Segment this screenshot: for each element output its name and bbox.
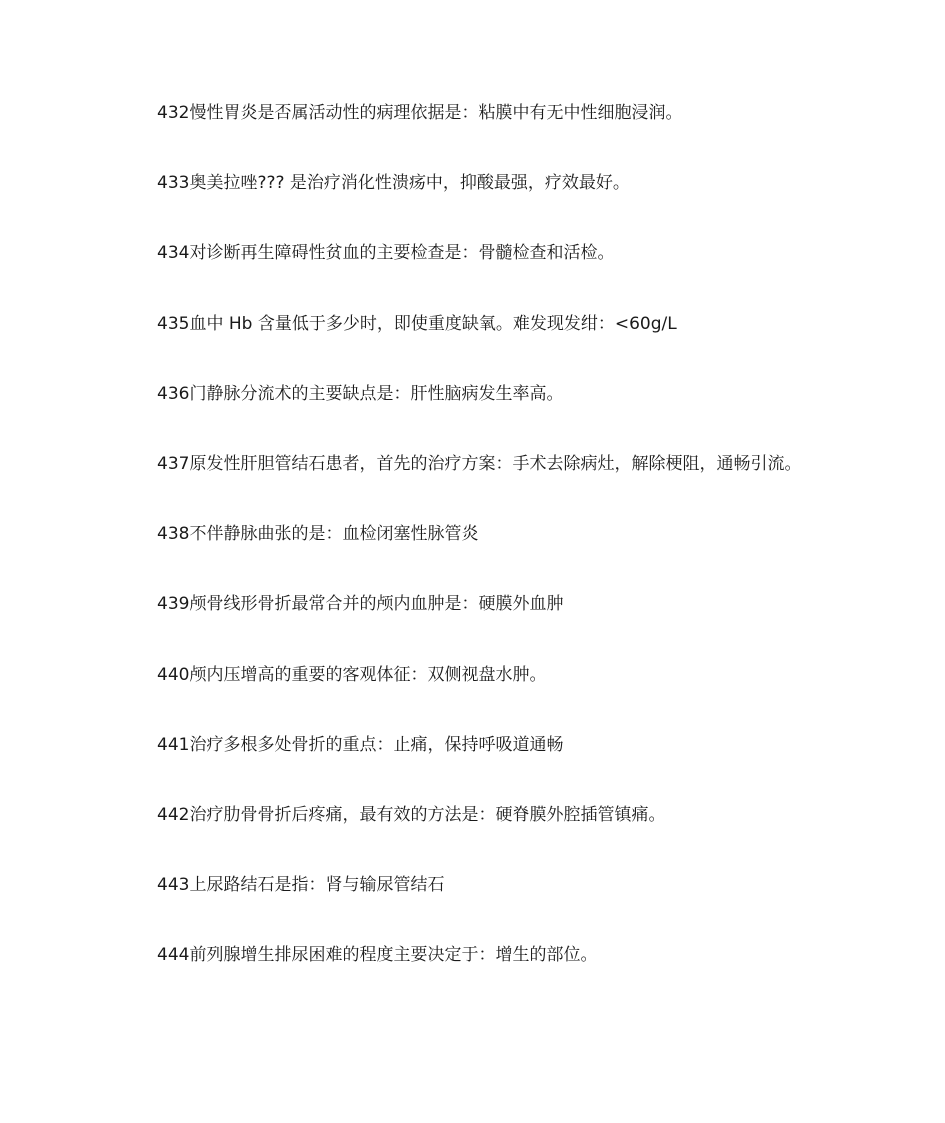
question-line-435: 435血中 Hb 含量低于多少时，即使重度缺氧。难发现发绀：<60g/L [157,313,677,334]
question-line-433: 433奥美拉唑??? 是治疗消化性溃疡中，抑酸最强，疗效最好。 [157,173,630,194]
question-line-441: 441治疗多根多处骨折的重点：止痛，保持呼吸道通畅 [157,734,564,755]
question-line-432: 432慢性胃炎是否属活动性的病理依据是：粘膜中有无中性细胞浸润。 [157,103,683,123]
question-list [157,101,937,1013]
question-line-434: 434对诊断再生障碍性贫血的主要检查是：骨髓检查和活检。 [157,243,615,264]
question-line-440: 440颅内压增高的重要的客观体征：双侧视盘水肿。 [157,664,547,685]
question-line-438: 438不伴静脉曲张的是：血检闭塞性脉管炎 [157,524,479,545]
question-line-442: 442治疗肋骨骨折后疼痛，最有效的方法是：硬脊膜外腔插管镇痛。 [157,804,666,825]
question-line-444: 444前列腺增生排尿困难的程度主要决定于：增生的部位。 [157,945,598,966]
question-line-436: 436门静脉分流术的主要缺点是：肝性脑病发生率高。 [157,383,564,404]
question-line-439: 439颅骨线形骨折最常合并的颅内血肿是：硬膜外血肿 [157,594,564,615]
question-line-437: 437原发性肝胆管结石患者，首先的治疗方案：手术去除病灶，解除梗阻，通畅引流。 [157,453,802,474]
question-line-443: 443上尿路结石是指：肾与输尿管结石 [157,875,445,896]
